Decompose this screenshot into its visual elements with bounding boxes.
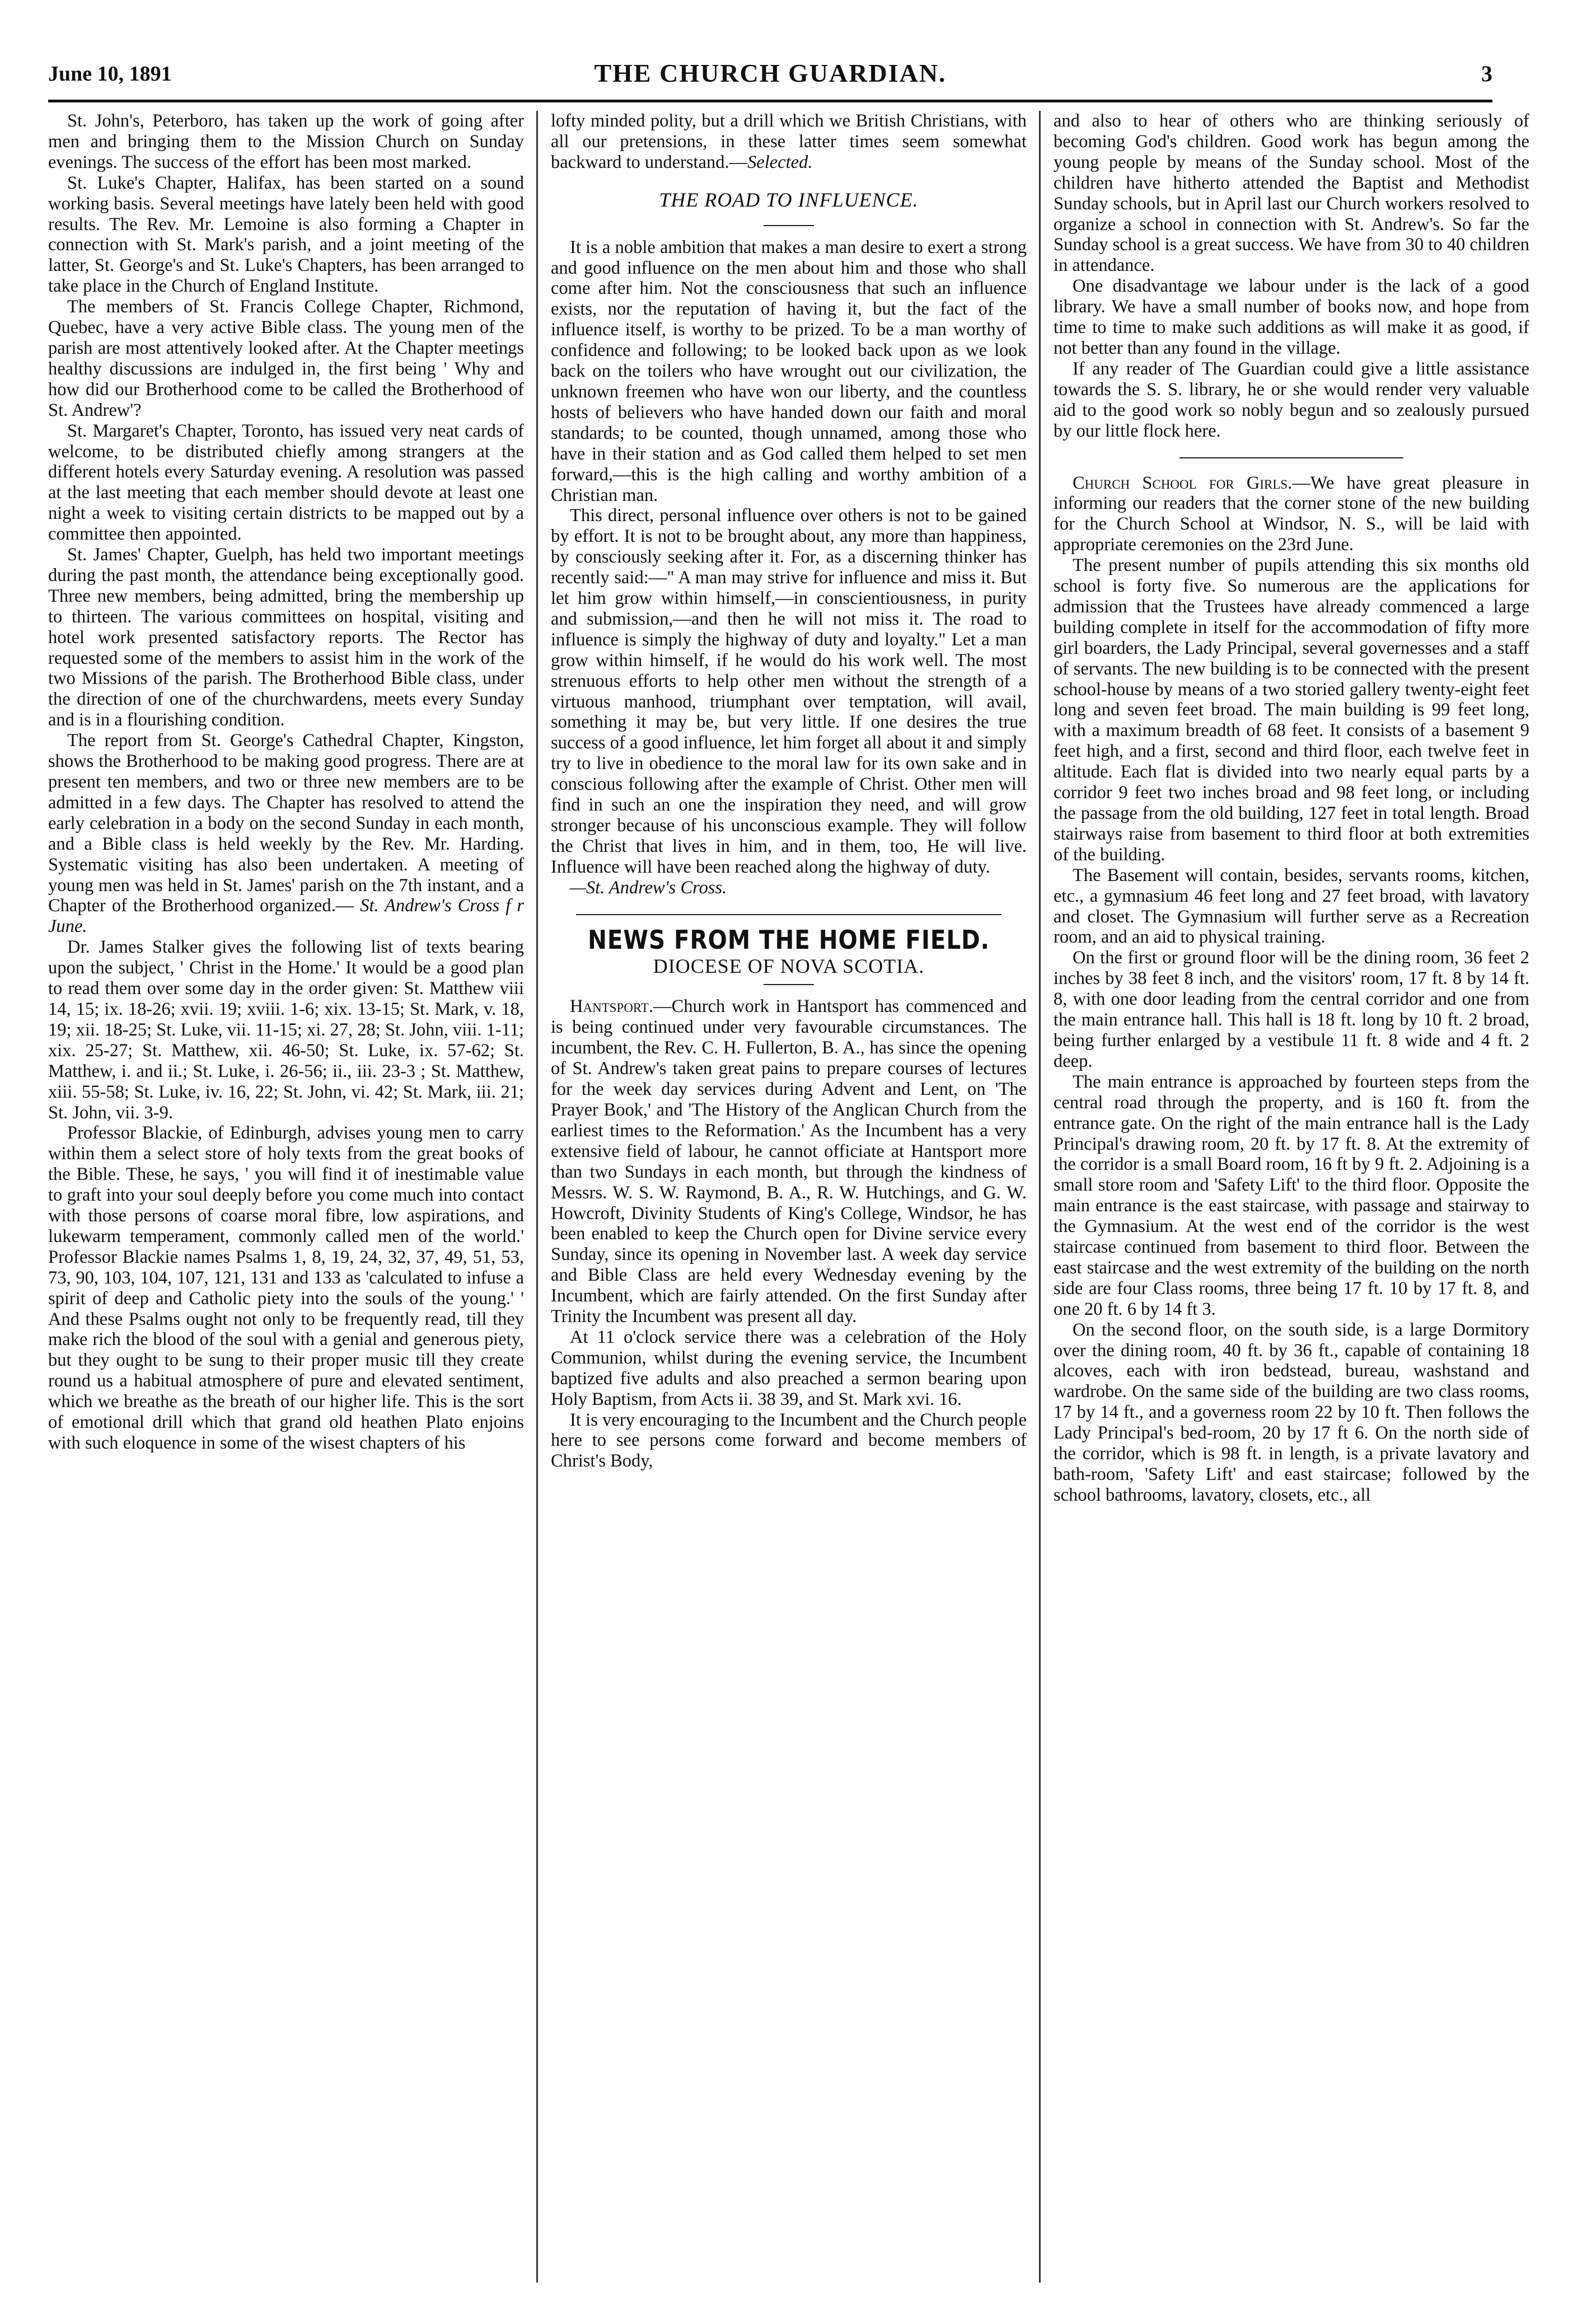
column-rule-1 (536, 111, 538, 2283)
column-rule-2 (1039, 111, 1041, 2283)
paragraph: On the first or ground floor will be the dining room, 36 feet 2 inches by 38 feet 8 inch, and the visitors' room, 17 ft. 8 by 14 ft. 8, with one door leading from the central corridor and one from the main entrance hall. This hall is 18 ft. long by 10 ft. 2 broad, being further enlarged by a vestibule 11 ft. 8 wide and 4 ft. 2 deep. (1054, 948, 1529, 1071)
paragraph: It is a noble ambition that makes a man desire to exert a strong and good influence on the men about him and those who shall come after him. Not the consciousness that such an influence exists, nor the reputation of having it, but the fact of the influence itself, is worthy to be prized. To be a man worthy of confidence and following; to be looked back upon as we look back on the toilers who have wrought out our civilization, the unknown freemen who have won our liberty, and the countless hosts of believers who have handed down our faith and moral standards; to be counted, though unnamed, among those who have in their station and as God called them helped to set men forward,—this is the high calling and worthy ambition of a Christian man. (551, 237, 1027, 505)
section-title: THE ROAD TO INFLUENCE. (659, 188, 919, 211)
divider (764, 984, 814, 985)
paragraph: On the second floor, on the south side, is a large Dormitory over the dining room, 40 ft. by 36 ft., capable of containing 18 alcoves, each with iron bedstead, bureau, washstand and wardrobe. On the same side of the building are two class rooms, 17 by 14 ft., and a governess room 22 by 10 ft. Then follows the Lady Principal's bed-room, 20 by 17 ft 6. On the north side of the corridor, which is 98 ft. in length, is a private lavatory and bath-room, 'Safety Lift' and east staircase; followed by the school bathrooms, lavatory, closets, etc., all (1054, 1319, 1529, 1505)
paragraph (48, 730, 524, 937)
paragraph: Dr. James Stalker gives the following list of texts bearing upon the subject, ' Christ in the Home.' It would be a good plan to read them over some day in the order given: St. Matthew viii 14, 15; ix. 18-26; xvii. 19; xviii. 1-6; xix. 13-15; St. Mark, v. 18, 19; xii. 18-25; St. Luke, vii. 11-15; xi. 27, 28; St. John, viii. 1-11; xix. 25-27; St. Matthew, xii. 46-50; St. Luke, ix. 57-62; St. Matthew, i. and ii.; St. Luke, i. 26-56; ii., iii. 23-3 ; St. Matthew, xiii. 55-58; St. Luke, iv. 16, 22; St. John, vi. 42; St. Mark, iii. 21; St. John, vii. 3-9. (48, 937, 524, 1123)
source-signature: St. Andrew's Cross f r June. (48, 896, 524, 937)
column-3 (1054, 111, 1529, 2294)
column-2 (551, 111, 1027, 2294)
paragraph-lead: Hantsport. (570, 996, 654, 1017)
paragraph-text: —Church work in Hantsport has commenced and is being continued under very favourable circumstances. The incumbent, the Rev. C. H. Fullerton, B. A., has since the opening of St. Andrew's taken great pains to prepare courses of lectures for the week day services during Advent and Lent, on 'The Prayer Book,' and 'The History of the Anglican Church from the earliest times to the Reformation.' As the Incumbent has a very extensive field of labour, he cannot officiate at Hantsport more than two Sundays in each month, but through the kindness of Messrs. W. S. W. Raymond, B. A., R. W. Hutchings, and G. W. Howcroft, Divinity Students of King's College, Windsor, he has been enabled to keep the Church open for Divine service every Sunday, since its opening in November last. A week day service and Bible Class are held every Wednesday evening by the Incumbent, which are fairly attended. On the first Sunday after Trinity the Incumbent was present all day. (551, 996, 1027, 1327)
divider (1179, 457, 1403, 458)
paragraph: If any reader of The Guardian could give a little assistance towards the S. S. library, he or she would render very valuable aid to the good work so nobly begun and so zealously pursued by our little flock here. (1054, 358, 1529, 441)
paragraph (551, 111, 1027, 173)
paragraph: The present number of pupils attending this six months old school is forty five. So numerous are the applications for admission that the Trustees have already commenced a large building complete in itself for the accommodation of fifty more girl boarders, the Lady Principal, several governesses and a staff of servants. The new building is to be connected with the present school-house by means of a two storied gallery twenty-eight feet long and seven feet broad. The main building is 99 feet long, with a maximum breadth of 68 feet. It consists of a basement 9 feet high, and a first, second and third floor, each twelve feet in altitude. Each flat is divided into two nearly equal parts by a corridor 9 feet two inches broad and 98 feet long, or including the passage from the old building, 127 feet in total length. Broad stairways raise from basement to third floor at both extremities of the building. (1054, 555, 1529, 865)
paragraph-text: The report from St. George's Cathedral Chapter, Kingston, shows the Brotherhood to be making good progress. There are at present ten members, and two or three new members are to be admitted in a few days. The Chapter has resolved to attend the early celebration in a body on the second Sunday in each month, and a Bible class is held weekly by the Rev. Mr. Harding. Systematic visiting has also been undertaken. A meeting of young men was held in St. James' parish on the 7th instant, and a Chapter of the Brotherhood organized.— (48, 730, 524, 916)
news-heading: NEWS FROM THE HOME FIELD. (588, 924, 990, 955)
source-signature: Selected. (747, 152, 813, 172)
paragraph: The main entrance is approached by fourteen steps from the central road through the property, and is 160 ft. from the entrance gate. On the right of the main entrance hall is the Lady Principal's drawing room, 20 ft. by 17 ft. 8. At the extremity of the corridor is a small Board room, 16 ft by 9 ft. 2. Adjoining is a small store room and 'Safety Lift' to the third floor. Opposite the main entrance is the east staircase, with passage and stairway to the Gymnasium. At the west end of the corridor is the west staircase continued from basement to third floor. Between the east staircase and the west extremity of the building on the north side are four Class rooms, three being 17 ft. 10 by 17 ft. 8, and one 20 ft. 6 by 14 ft 3. (1054, 1071, 1529, 1319)
paragraph-text: —We have great pleasure in informing our readers that the corner stone of the new building for the Church School at Windsor, N. S., will be laid with appropriate ceremonies on the 23rd June. (1054, 472, 1529, 555)
header-rule (48, 100, 1492, 102)
column-1 (48, 111, 524, 2294)
source-signature: —St. Andrew's Cross. (570, 877, 727, 898)
paragraph: The members of St. Francis College Chapter, Richmond, Quebec, have a very active Bible class. The young men of the parish are most attentively looked after. At the Chapter meetings healthy discussions are indulged in, the first being ' Why and how did our Brotherhood come to be called the Brotherhood of St. Andrew'? (48, 297, 524, 420)
paragraph: St. Luke's Chapter, Halifax, has been started on a sound working basis. Several meetings have lately been held with good results. The Rev. Mr. Lemoine is also forming a Chapter in connection with St. Mark's parish, and a joint meeting of the latter, St. George's and St. Luke's Chapters, has been arranged to take place in the Church of England Institute. (48, 172, 524, 297)
issue-date: June 10, 1891 (48, 62, 172, 86)
paragraph: St. James' Chapter, Guelph, has held two important meetings during the past month, the attendance being exceptionally good. Three new members, being admitted, bring the membership up to thirteen. The various committees on hospital, visiting and hotel work presented satisfactory reports. The Rector has requested some of the members to assist him in the work of the two Missions of the parish. The Brotherhood Bible class, under the direction of one of the churchwardens, meets every Sunday and is in a flourishing condition. (48, 545, 524, 730)
paragraph: St. John's, Peterboro, has taken up the work of going after men and bringing them to the Mission Church on Sunday evenings. The success of the effort has been most marked. (48, 111, 524, 172)
paragraph: St. Margaret's Chapter, Toronto, has issued very neat cards of welcome, to be distributed chiefly among strangers at the different hotels every Saturday evening. A resolution was passed at the last meeting that each member should devote at least one night a week to visiting certain districts to be mapped out by a committee then appointed. (48, 420, 524, 545)
page-number: 3 (1481, 61, 1492, 86)
paragraph: Professor Blackie, of Edinburgh, advises young men to carry within them a select store of holy texts from the great books of the Bible. These, he says, ' you will find it of inestimable value to graft into your soul deeply before you come much into contact with those persons of coarse moral fibre, low aspirations, and lukewarm temperament, commonly called men of the world.' Professor Blackie names Psalms 1, 8, 19, 24, 32, 37, 49, 51, 53, 73, 90, 103, 104, 107, 121, 131 and 133 as 'calculated to infuse a spirit of deep and Catholic piety into the souls of the young.' ' And these Psalms ought not only to be frequently read, till they make rich the blood of the soul with a genial and generous piety, but they ought to be sung to their proper music till they create round us a habitual atmosphere of pure and elevated sentiment, which we breathe as the breath of our higher life. This is the sort of emotional drill which that grand old heathen Plato enjoins with such eloquence in some of the wisest chapters of his (48, 1123, 524, 1453)
paragraph: The Basement will contain, besides, servants rooms, kitchen, etc., a gymnasium 46 feet long and 27 feet broad, with lavatory and closet. The Gymnasium will further serve as a Recreation room, and an aid to physical training. (1054, 865, 1529, 948)
page-header (48, 54, 1492, 93)
newspaper-title: THE CHURCH GUARDIAN. (594, 59, 947, 87)
paragraph: and also to hear of others who are thinking seriously of becoming God's children. Good work has begun among the young people by means of the Sunday school. Most of the children have hitherto attended the Baptist and Methodist Sunday schools, but in April last our Church workers resolved to organize a school in connection with St. Andrew's. So far the Sunday school is a great success. We have from 30 to 40 children in attendance. (1054, 111, 1529, 276)
paragraph (1054, 473, 1529, 556)
paragraph: It is very encouraging to the Incumbent and the Church people here to see persons come forward and become members of Christ's Body, (551, 1409, 1027, 1472)
paragraph: At 11 o'clock service there was a celebration of the Holy Communion, whilst during the evening service, the Incumbent baptized five adults and also preached a sermon bearing upon Holy Baptism, from Acts ii. 38 39, and St. Mark xvi. 16. (551, 1327, 1027, 1409)
paragraph-text: lofty minded polity, but a drill which we British Christians, with all our pretensions, in these latter times seem somewhat backward to understand.— (551, 111, 1027, 172)
paragraph-lead: Church School for Girls. (1073, 472, 1293, 493)
paragraph (551, 996, 1027, 1327)
divider (764, 225, 814, 226)
paragraph: One disadvantage we labour under is the lack of a good library. We have a small number of books now, and hope from time to time to make such additions as will make it as good, if not better than any found in the village. (1054, 276, 1529, 358)
diocese-heading: DIOCESE OF NOVA SCOTIA. (653, 954, 925, 977)
paragraph: This direct, personal influence over others is not to be gained by effort. It is not to be brought about, any more than happiness, by consciously seeking after it. For, as a discerning thinker has recently said:—" A man may strive for influence and miss it. But let him grow within himself,—in conscientiousness, in purity and submission,—and then he will not miss it. The road to influence is simply the highway of duty and loyalty." Let a man grow within himself, if he would do his work well. The most strenuous efforts to help other men without the strength of a virtuous manhood, triumphant over temptation, will avail, something it may be, but very little. If one desires the true success of a good influence, let him forget all about it and simply try to live in obedience to the moral law for its own sake and in conscious following after the example of Christ. Other men will find in such an one the inspiration they need, and will grow stronger because of his unconscious example. They will follow the Christ that lives in him, and in them, too, He will live. Influence will have been reached along the highway of duty. (551, 505, 1027, 877)
divider (576, 914, 1001, 915)
